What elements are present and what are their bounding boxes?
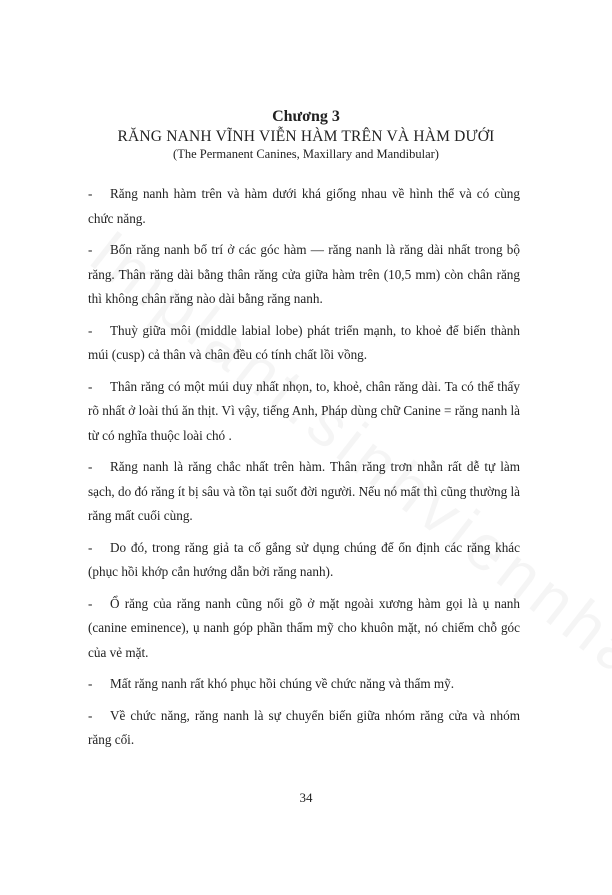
bullet-marker: - xyxy=(88,322,93,338)
bullet-marker: - xyxy=(88,186,93,201)
bullet-marker: - xyxy=(88,539,93,555)
bullet-text: Thuỳ giữa môi (middle labial lobe) phát triển mạnh, to khoẻ để biến thành múi (cusp) cả thân và chân đều có tính chất lồi vồng. xyxy=(88,322,520,362)
bullet-item xyxy=(88,375,520,449)
bullet-text: Ổ răng của răng nanh cũng nổi gồ ở mặt ngoài xương hàm gọi là ụ nanh (canine eminence), ụ nanh góp phần thẩm mỹ cho khuôn mặt, nó chiếm chỗ góc của vẻ mặt. xyxy=(88,595,520,660)
bullet-item xyxy=(88,455,520,529)
bullet-item xyxy=(88,704,520,753)
bullet-text: Do đó, trong răng giả ta cố gắng sử dụng chúng để ổn định các răng khác (phục hồi khớp cắn hướng dẫn bởi răng nanh). xyxy=(88,539,520,579)
bullet-text: Răng nanh hàm trên và hàm dưới khá giống nhau về hình thể và có cùng chức năng. xyxy=(88,186,520,226)
bullet-marker: - xyxy=(88,459,93,474)
bullet-marker: - xyxy=(88,707,93,723)
bullet-text: Thân răng có một múi duy nhất nhọn, to, khoẻ, chân răng dài. Ta có thể thấy rõ nhất ở loài thú ăn thịt. Vì vậy, tiếng Anh, Pháp dùng chữ Canine = răng nanh là từ có nghĩa thuộc loài chó . xyxy=(88,378,520,443)
bullet-item xyxy=(88,536,520,585)
bullet-item xyxy=(88,592,520,666)
bullet-marker: - xyxy=(88,242,93,257)
bullet-text: Về chức năng, răng nanh là sự chuyển biến giữa nhóm răng cửa và nhóm răng cối. xyxy=(88,707,520,747)
bullet-text: Bốn răng nanh bố trí ở các góc hàm — răng nanh là răng dài nhất trong bộ răng. Thân răng dài bằng thân răng cửa giữa hàm trên (10,5 mm) còn chân răng thì không chân răng nào dài bằng răng nanh. xyxy=(88,242,520,306)
bullet-item xyxy=(88,238,520,312)
bullet-marker: - xyxy=(88,378,93,394)
bullet-item xyxy=(88,672,520,697)
bullet-item xyxy=(88,182,520,231)
page-number: 34 xyxy=(299,790,313,805)
bullet-item xyxy=(88,319,520,368)
chapter-title: RĂNG NANH VĨNH VIỄN HÀM TRÊN VÀ HÀM DƯỚI xyxy=(117,128,495,145)
bullet-list xyxy=(88,182,520,760)
chapter-number: Chương 3 xyxy=(272,108,340,125)
bullet-text: Răng nanh là răng chắc nhất trên hàm. Thân răng trơn nhẵn rất dễ tự làm sạch, do đó răng ít bị sâu và tồn tại suốt đời người. Nếu nó mất thì cũng thường là răng mất cuối cùng. xyxy=(88,459,520,523)
bullet-marker: - xyxy=(88,595,93,611)
chapter-subtitle: (The Permanent Canines, Maxillary and Mandibular) xyxy=(173,147,439,161)
bullet-text: Mất răng nanh rất khó phục hồi chúng về chức năng và thẩm mỹ. xyxy=(110,676,455,691)
chapter-header xyxy=(0,107,612,162)
bullet-marker: - xyxy=(88,676,93,691)
